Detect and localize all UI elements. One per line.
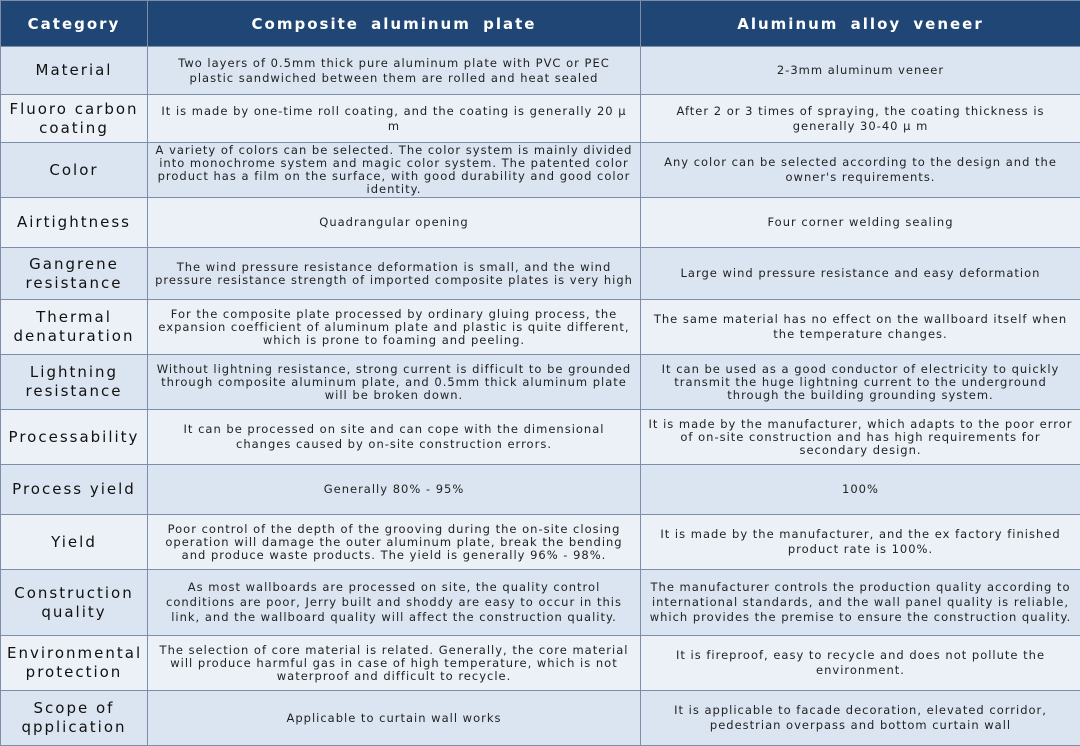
row-category: Environmental protection xyxy=(1,636,148,691)
row-category: Color xyxy=(1,143,148,198)
composite-cell: Two layers of 0.5mm thick pure aluminum plate with PVC or PEC plastic sandwiched between them are rolled and heat sealed xyxy=(148,47,641,95)
table-row xyxy=(1,248,1080,300)
veneer-cell: 2-3mm aluminum veneer xyxy=(641,47,1080,95)
composite-cell: Applicable to curtain wall works xyxy=(148,691,641,746)
veneer-cell: It is fireproof, easy to recycle and does not pollute the environment. xyxy=(641,636,1080,691)
table-row xyxy=(1,410,1080,465)
row-category: Fluoro carbon coating xyxy=(1,95,148,143)
row-category: Material xyxy=(1,47,148,95)
composite-cell: It is made by one-time roll coating, and the coating is generally 20 μ m xyxy=(148,95,641,143)
table-row xyxy=(1,636,1080,691)
header-category: Category xyxy=(1,1,148,47)
veneer-cell: The same material has no effect on the wallboard itself when the temperature changes. xyxy=(641,300,1080,355)
row-category: Gangrene resistance xyxy=(1,248,148,300)
row-category: Construction quality xyxy=(1,570,148,636)
veneer-cell: 100% xyxy=(641,465,1080,515)
veneer-cell: Any color can be selected according to the design and the owner's requirements. xyxy=(641,143,1080,198)
row-category: Airtightness xyxy=(1,198,148,248)
veneer-cell: The manufacturer controls the production quality according to international standards, and the wall panel quality is reliable, which provides the premise to ensure the construction quality. xyxy=(641,570,1080,636)
composite-cell: Quadrangular opening xyxy=(148,198,641,248)
row-category: Scope of qpplication xyxy=(1,691,148,746)
veneer-cell: Four corner welding sealing xyxy=(641,198,1080,248)
veneer-cell: After 2 or 3 times of spraying, the coating thickness is generally 30-40 μ m xyxy=(641,95,1080,143)
veneer-cell: It is made by the manufacturer, and the ex factory finished product rate is 100%. xyxy=(641,515,1080,570)
table-row xyxy=(1,198,1080,248)
table-row xyxy=(1,515,1080,570)
table-row xyxy=(1,47,1080,95)
veneer-cell: Large wind pressure resistance and easy deformation xyxy=(641,248,1080,300)
row-category: Process yield xyxy=(1,465,148,515)
row-category: Thermal denaturation xyxy=(1,300,148,355)
composite-cell: Without lightning resistance, strong current is difficult to be grounded through composite aluminum plate, and 0.5mm thick aluminum plate will be broken down. xyxy=(148,355,641,410)
veneer-cell: It can be used as a good conductor of electricity to quickly transmit the huge lightning current to the underground through the building grounding system. xyxy=(641,355,1080,410)
row-category: Lightning resistance xyxy=(1,355,148,410)
composite-cell: It can be processed on site and can cope with the dimensional changes caused by on-site construction errors. xyxy=(148,410,641,465)
composite-cell: Poor control of the depth of the grooving during the on-site closing operation will damage the outer aluminum plate, break the bending and produce waste products. The yield is generally 96% - 98%. xyxy=(148,515,641,570)
composite-cell: As most wallboards are processed on site, the quality control conditions are poor, Jerry built and shoddy are easy to occur in this link, and the wallboard quality will affect the construction quality. xyxy=(148,570,641,636)
header-aluminum-alloy-veneer: Aluminum alloy veneer xyxy=(641,1,1080,47)
table-row xyxy=(1,465,1080,515)
row-category: Processability xyxy=(1,410,148,465)
composite-cell: A variety of colors can be selected. The color system is mainly divided into monochrome system and magic color system. The patented color product has a film on the surface, with good durability and good color identity. xyxy=(148,143,641,198)
header-composite-aluminum-plate: Composite aluminum plate xyxy=(148,1,641,47)
table-row xyxy=(1,300,1080,355)
composite-cell: The wind pressure resistance deformation is small, and the wind pressure resistance strength of imported composite plates is very high xyxy=(148,248,641,300)
row-category: Yield xyxy=(1,515,148,570)
table-row xyxy=(1,570,1080,636)
table-row xyxy=(1,95,1080,143)
header-row xyxy=(1,1,1080,47)
composite-cell: Generally 80% - 95% xyxy=(148,465,641,515)
table-row xyxy=(1,143,1080,198)
table-row xyxy=(1,355,1080,410)
veneer-cell: It is applicable to facade decoration, elevated corridor, pedestrian overpass and bottom curtain wall xyxy=(641,691,1080,746)
veneer-cell: It is made by the manufacturer, which adapts to the poor error of on-site construction and has high requirements for secondary design. xyxy=(641,410,1080,465)
table-row xyxy=(1,691,1080,746)
composite-cell: For the composite plate processed by ordinary gluing process, the expansion coefficient of aluminum plate and plastic is quite different, which is prone to foaming and peeling. xyxy=(148,300,641,355)
composite-cell: The selection of core material is related. Generally, the core material will produce harmful gas in case of high temperature, which is not waterproof and difficult to recycle. xyxy=(148,636,641,691)
